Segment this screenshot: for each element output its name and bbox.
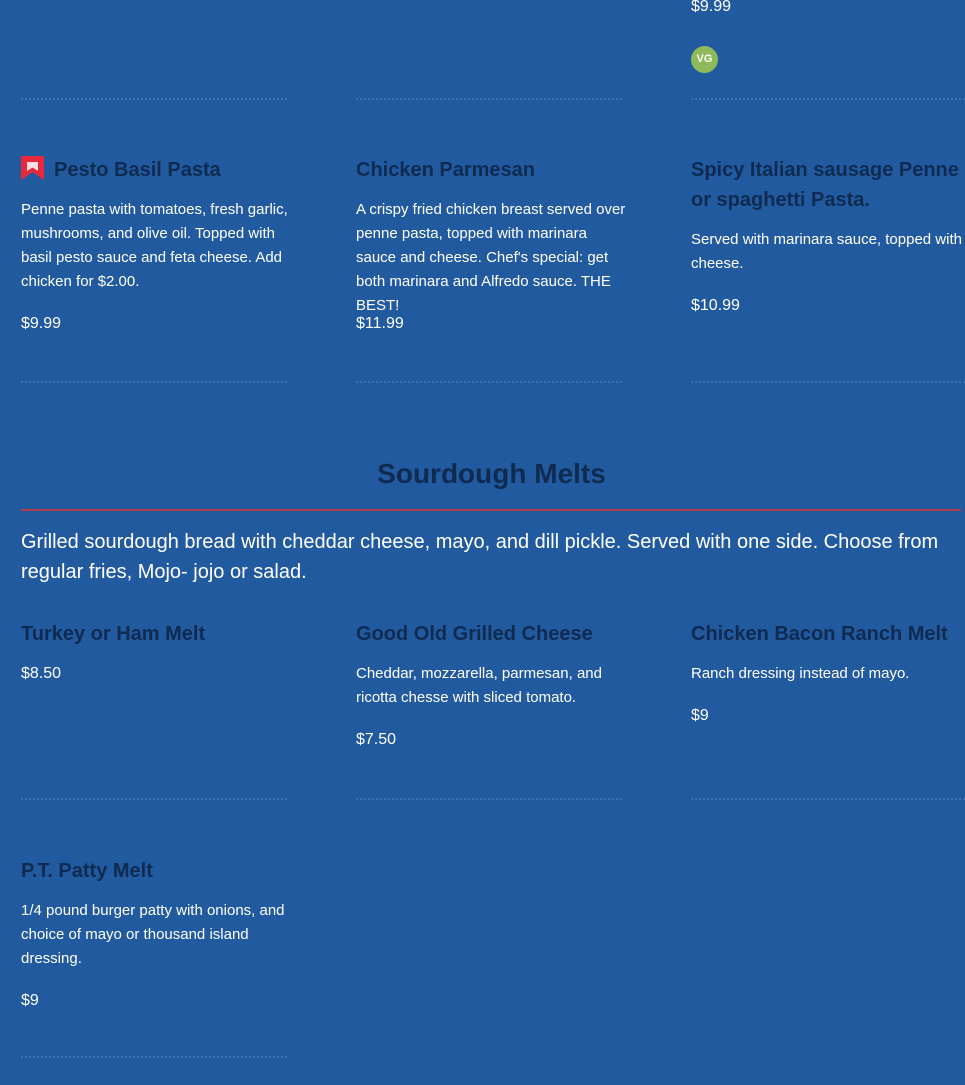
menu-item-price: $10.99 <box>691 297 740 314</box>
item-divider <box>21 98 287 100</box>
menu-item-description: A crispy fried chicken breast served over penne pasta, topped with marinara sauce and cheese. Chef's special: get both marinara and Alfredo sauce. THE BEST! <box>356 201 626 314</box>
item-divider <box>21 381 287 383</box>
item-divider <box>21 798 287 800</box>
menu-item-title[interactable]: Good Old Grilled Cheese <box>356 623 593 645</box>
menu-item-title[interactable]: Spicy Italian sausage Penne or spaghetti Pasta. <box>691 159 959 211</box>
bookmark-icon <box>21 156 44 180</box>
menu-item-title[interactable]: Chicken Bacon Ranch Melt <box>691 623 948 645</box>
vegan-badge: VG <box>691 46 718 73</box>
menu-item-description: Served with marinara sauce, topped with cheese. <box>691 231 962 272</box>
item-divider <box>691 381 965 383</box>
menu-item-price: $9 <box>21 992 39 1009</box>
menu-item-title[interactable]: P.T. Patty Melt <box>21 860 153 882</box>
menu-item-title[interactable]: Turkey or Ham Melt <box>21 623 206 645</box>
menu-item-price: $9.99 <box>691 0 732 15</box>
item-divider <box>691 798 965 800</box>
section-description: Grilled sourdough bread with cheddar cheese, mayo, and dill pickle. Served with one side. Choose from regular fries, Mojo- jojo or salad. <box>21 531 939 583</box>
menu-item-price: $9 <box>691 707 709 724</box>
menu-item-description: 1/4 pound burger patty with onions, and choice of mayo or thousand island dressing. <box>21 902 285 967</box>
item-divider <box>356 98 622 100</box>
item-divider <box>21 1056 287 1058</box>
menu-item-price: $9.99 <box>21 315 62 332</box>
section-divider <box>21 509 961 511</box>
menu-item-price: $7.50 <box>356 731 397 748</box>
menu-item-title[interactable] <box>21 155 311 185</box>
menu-item-title[interactable]: Chicken Parmesan <box>356 159 535 181</box>
item-divider <box>691 98 965 100</box>
menu-item-description: Ranch dressing instead of mayo. <box>691 665 910 682</box>
menu-item-price: $11.99 <box>356 315 404 332</box>
menu-item-price: $8.50 <box>21 665 62 682</box>
menu-item-title-text: Pesto Basil Pasta <box>54 159 221 181</box>
section-title: Sourdough Melts <box>377 458 606 489</box>
menu-item-description: Cheddar, mozzarella, parmesan, and ricotta chesse with sliced tomato. <box>356 665 602 706</box>
menu-item-description: Penne pasta with tomatoes, fresh garlic, mushrooms, and olive oil. Topped with basil pesto sauce and feta cheese. Add chicken for $2.00. <box>21 201 288 290</box>
item-divider <box>356 798 622 800</box>
item-divider <box>356 381 622 383</box>
